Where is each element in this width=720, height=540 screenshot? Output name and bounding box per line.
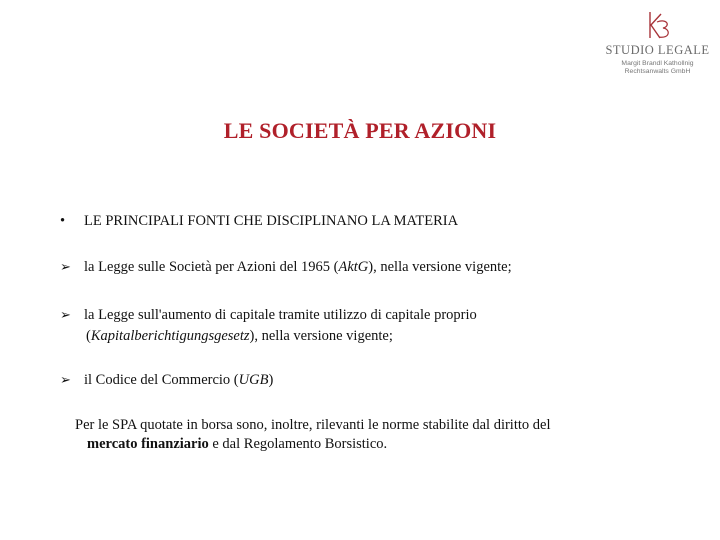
arrow-bullet-icon: ➢ (60, 373, 71, 388)
page-title: LE SOCIETÀ PER AZIONI (223, 118, 497, 143)
arrow-bullet-icon: ➢ (60, 308, 71, 323)
list-item-text: il Codice del Commercio (UGB) (84, 372, 274, 388)
law-name: Kapitalberichtigungsgesetz (90, 328, 250, 344)
list-item-kapitalberichtigung (60, 305, 477, 346)
logo-subtitle-company: Rechtsanwalts GmbH (624, 68, 691, 75)
list-item-aktg (60, 257, 512, 278)
list-item-ugb (60, 370, 273, 391)
list-item-text: la Legge sulle Società per Azioni del 1965 (AktG), nella versione vigente; (84, 259, 512, 275)
closing-note (75, 416, 550, 454)
logo-title: STUDIO LEGALE (605, 43, 710, 57)
list-item-continuation: (Kapitalberichtigungsgesetz), nella versione vigente; (86, 328, 393, 344)
list-item-text: la Legge sull'aumento di capitale tramite utilizzo di capitale proprio (84, 307, 477, 323)
kb-monogram-icon (641, 8, 675, 42)
bullet-heading (60, 213, 458, 230)
note-bold-term: mercato finanziario (87, 436, 209, 452)
arrow-bullet-icon: ➢ (60, 260, 71, 275)
law-abbreviation: UGB (238, 372, 269, 388)
note-line-2: mercato finanziario e dal Regolamento Borsistico. (87, 436, 388, 452)
bullet-heading-text: LE PRINCIPALI FONTI CHE DISCIPLINANO LA MATERIA (84, 213, 459, 229)
studio-logo (600, 8, 715, 76)
note-line-1: Per le SPA quotate in borsa sono, inoltre, rilevanti le norme stabilite dal diritto del (75, 417, 551, 433)
law-abbreviation: AktG (338, 259, 369, 275)
logo-subtitle-names: Margit Brandl Kathollnig (621, 60, 694, 67)
bullet-dot-icon: • (60, 213, 66, 229)
